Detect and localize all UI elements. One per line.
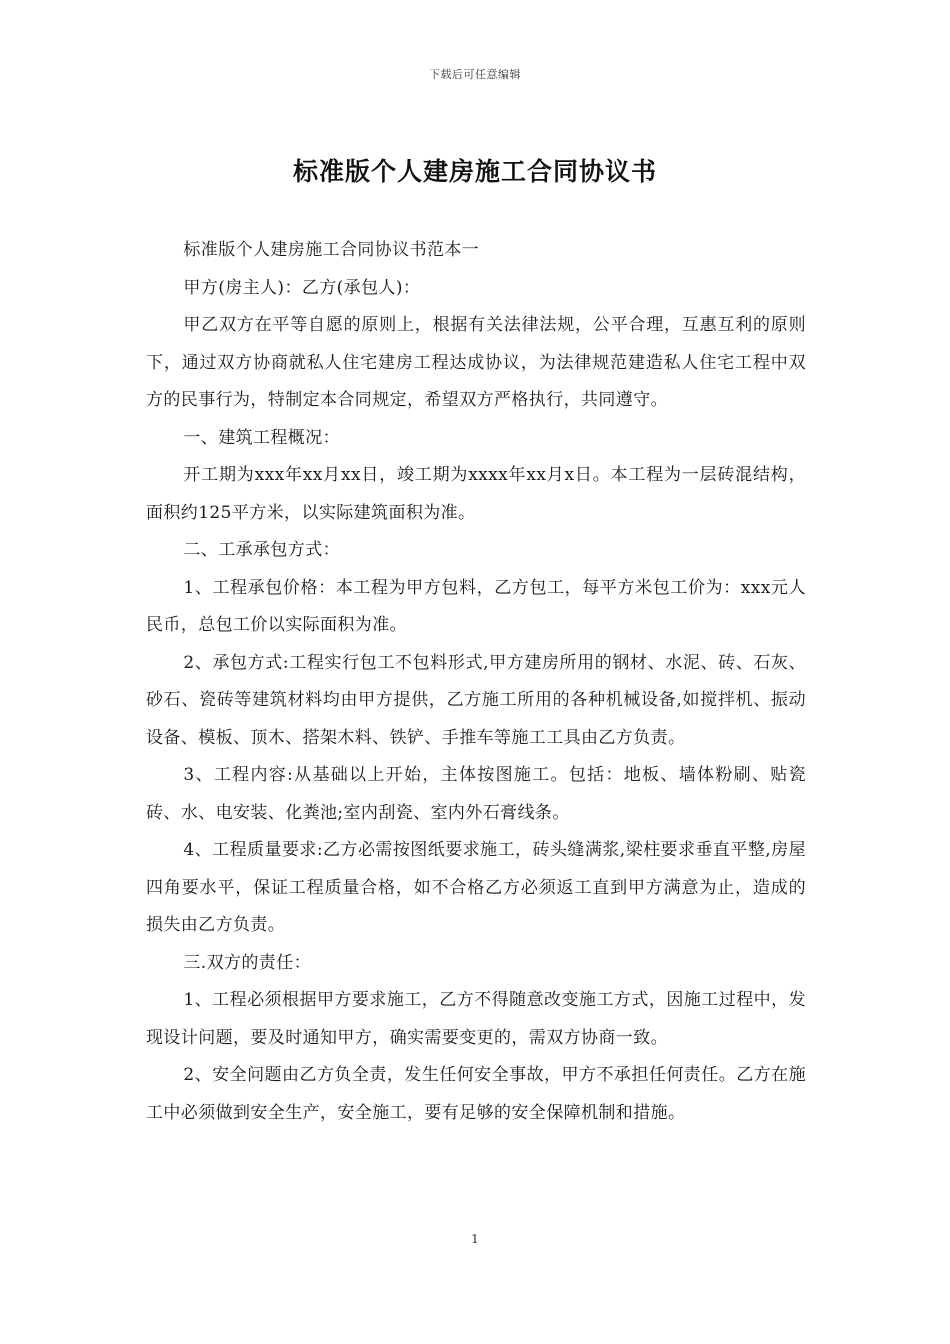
paragraph-responsibility-construction: 1、工程必须根据甲方要求施工，乙方不得随意改变施工方式，因施工过程中，发现设计问题，要及时通知甲方，确实需要变更的，需双方协商一致。 xyxy=(146,990,806,1048)
paragraph-parties: 甲方(房主人)：乙方(承包人)： xyxy=(183,277,421,298)
paragraph-clause-method: 2、承包方式:工程实行包工不包料形式,甲方建房所用的钢材、水泥、砖、石灰、砂石、瓷砖等建筑材料均由甲方提供，乙方施工所用的各种机械设备,如搅拌机、振动设备、模板、顶木、搭架木料、铁铲、手推车等施工工具由乙方负责。 xyxy=(146,652,806,748)
paragraph-clause-price: 1、工程承包价格：本工程为甲方包料，乙方包工，每平方米包工价为：xxx元人民币，总包工价以实际面积为准。 xyxy=(146,577,806,635)
paragraph-schedule: 开工期为xxx年xx月xx日，竣工期为xxxx年xx月x日。本工程为一层砖混结构，面积约125平方米，以实际建筑面积为准。 xyxy=(146,465,806,523)
section-heading-responsibilities: 三.双方的责任： xyxy=(183,952,311,973)
paragraph-sample-heading: 标准版个人建房施工合同协议书范本一 xyxy=(183,240,480,260)
paragraph-responsibility-safety: 2、安全问题由乙方负全责，发生任何安全事故，甲方不承担任何责任。乙方在施工中必须做到安全生产，安全施工，要有足够的安全保障机制和措施。 xyxy=(146,1065,806,1123)
document-title: 标准版个人建房施工合同协议书 xyxy=(292,157,657,186)
page-header: 下载后可任意编辑 xyxy=(429,68,521,81)
section-heading-overview: 一、建筑工程概况： xyxy=(183,427,340,448)
section-heading-contract-method: 二、工承承包方式： xyxy=(183,540,340,560)
paragraph-clause-content: 3、工程内容:从基础以上开始，主体按图施工。包括：地板、墙体粉刷、贴瓷砖、水、电安装、化粪池;室内刮瓷、室内外石膏线条。 xyxy=(146,765,806,823)
paragraph-preamble: 甲乙双方在平等自愿的原则上，根据有关法律法规，公平合理，互惠互利的原则下，通过双方协商就私人住宅建房工程达成协议，为法律规范建造私人住宅工程中双方的民事行为，特制定本合同规定，希望双方严格执行，共同遵守。 xyxy=(146,315,806,410)
document-body xyxy=(146,232,806,1132)
page-number: 1 xyxy=(471,1232,479,1246)
paragraph-clause-quality: 4、工程质量要求:乙方必需按图纸要求施工，砖头缝满浆,梁柱要求垂直平整,房屋四角要水平，保证工程质量合格，如不合格乙方必须返工直到甲方满意为止，造成的损失由乙方负责。 xyxy=(146,840,806,935)
